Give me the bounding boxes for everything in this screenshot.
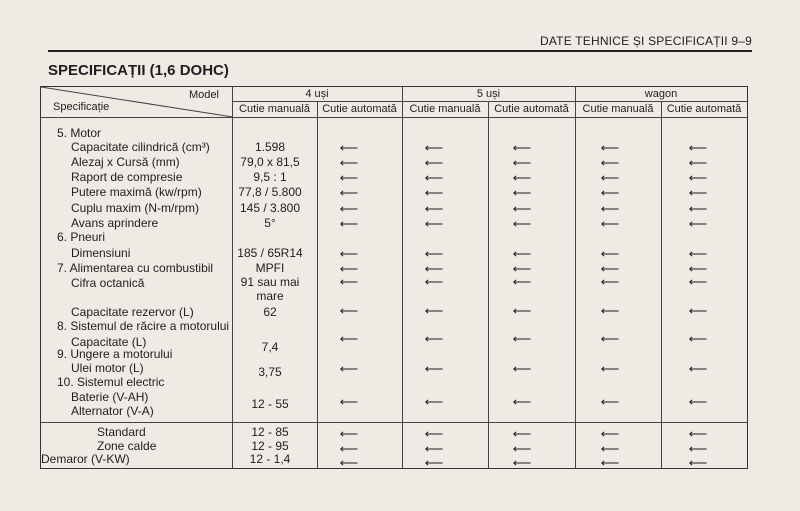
- same-as-left-arrow-icon: ⟵: [688, 426, 708, 441]
- same-as-left-arrow-icon: ⟵: [600, 246, 620, 261]
- same-as-left-arrow-icon: ⟵: [339, 455, 359, 470]
- row-divider: [41, 422, 747, 423]
- same-as-left-arrow-icon: ⟵: [600, 303, 620, 318]
- row-label: 5. Motor: [57, 126, 102, 140]
- same-as-left-arrow-icon: ⟵: [600, 155, 620, 170]
- col-divider: [575, 87, 576, 468]
- row-label: Cifra octanică: [71, 276, 145, 290]
- col-divider: [661, 101, 662, 468]
- group-wagon: wagon: [644, 88, 678, 100]
- same-as-left-arrow-icon: ⟵: [424, 246, 444, 261]
- subheader-automatic: Cutie automată: [322, 103, 397, 115]
- same-as-left-arrow-icon: ⟵: [339, 216, 359, 231]
- same-as-left-arrow-icon: ⟵: [600, 261, 620, 276]
- same-as-left-arrow-icon: ⟵: [512, 140, 532, 155]
- same-as-left-arrow-icon: ⟵: [424, 441, 444, 456]
- row-label: Cuplu maxim (N-m/rpm): [71, 201, 200, 215]
- same-as-left-arrow-icon: ⟵: [688, 170, 708, 185]
- page-title: SPECIFICAȚII (1,6 DOHC): [48, 62, 229, 79]
- same-as-left-arrow-icon: ⟵: [339, 155, 359, 170]
- row-label: Capacitate rezervor (L): [71, 305, 194, 319]
- row-value: 1.598: [254, 140, 286, 154]
- row-value-continued: mare: [256, 289, 284, 303]
- same-as-left-arrow-icon: ⟵: [688, 216, 708, 231]
- col-divider: [402, 87, 403, 468]
- same-as-left-arrow-icon: ⟵: [688, 331, 708, 346]
- row-label: 7. Alimentarea cu combustibil: [57, 261, 214, 275]
- same-as-left-arrow-icon: ⟵: [688, 303, 708, 318]
- header-rule: [48, 50, 752, 52]
- same-as-left-arrow-icon: ⟵: [424, 261, 444, 276]
- same-as-left-arrow-icon: ⟵: [512, 155, 532, 170]
- same-as-left-arrow-icon: ⟵: [688, 455, 708, 470]
- row-value: 3,75: [258, 365, 282, 379]
- subheader-manual: Cutie manuală: [239, 103, 310, 115]
- row-value: 91 sau mai: [240, 275, 300, 289]
- same-as-left-arrow-icon: ⟵: [600, 361, 620, 376]
- same-as-left-arrow-icon: ⟵: [600, 441, 620, 456]
- same-as-left-arrow-icon: ⟵: [512, 201, 532, 216]
- row-label: Zone calde: [97, 439, 157, 453]
- same-as-left-arrow-icon: ⟵: [512, 274, 532, 289]
- same-as-left-arrow-icon: ⟵: [688, 185, 708, 200]
- same-as-left-arrow-icon: ⟵: [339, 261, 359, 276]
- same-as-left-arrow-icon: ⟵: [339, 274, 359, 289]
- same-as-left-arrow-icon: ⟵: [424, 331, 444, 346]
- row-value: 12 - 1,4: [249, 452, 291, 466]
- row-label: Putere maximă (kw/rpm): [71, 185, 202, 199]
- same-as-left-arrow-icon: ⟵: [688, 246, 708, 261]
- running-header: DATE TEHNICE ȘI SPECIFICAȚII 9–9: [539, 34, 752, 48]
- row-label: 10. Sistemul electric: [57, 375, 165, 389]
- row-label: Demaror (V-KW): [41, 452, 130, 466]
- same-as-left-arrow-icon: ⟵: [339, 361, 359, 376]
- same-as-left-arrow-icon: ⟵: [512, 441, 532, 456]
- subheader-automatic: Cutie automată: [494, 103, 569, 115]
- same-as-left-arrow-icon: ⟵: [512, 361, 532, 376]
- same-as-left-arrow-icon: ⟵: [339, 441, 359, 456]
- same-as-left-arrow-icon: ⟵: [600, 274, 620, 289]
- same-as-left-arrow-icon: ⟵: [424, 361, 444, 376]
- same-as-left-arrow-icon: ⟵: [600, 170, 620, 185]
- row-label: Alternator (V-A): [71, 404, 154, 418]
- same-as-left-arrow-icon: ⟵: [424, 140, 444, 155]
- row-label: 8. Sistemul de răcire a motorului: [57, 319, 230, 333]
- same-as-left-arrow-icon: ⟵: [424, 274, 444, 289]
- same-as-left-arrow-icon: ⟵: [512, 170, 532, 185]
- same-as-left-arrow-icon: ⟵: [688, 140, 708, 155]
- same-as-left-arrow-icon: ⟵: [688, 274, 708, 289]
- row-label: Standard: [97, 425, 146, 439]
- same-as-left-arrow-icon: ⟵: [688, 361, 708, 376]
- same-as-left-arrow-icon: ⟵: [600, 394, 620, 409]
- same-as-left-arrow-icon: ⟵: [600, 185, 620, 200]
- same-as-left-arrow-icon: ⟵: [688, 155, 708, 170]
- corner-model-label: Model: [189, 89, 219, 101]
- row-label: Alezaj x Cursă (mm): [71, 155, 180, 169]
- row-label: Dimensiuni: [71, 246, 131, 260]
- row-value: 12 - 55: [251, 397, 289, 411]
- col-divider: [488, 101, 489, 468]
- same-as-left-arrow-icon: ⟵: [339, 185, 359, 200]
- col-divider: [317, 101, 318, 468]
- same-as-left-arrow-icon: ⟵: [512, 331, 532, 346]
- same-as-left-arrow-icon: ⟵: [424, 185, 444, 200]
- same-as-left-arrow-icon: ⟵: [512, 303, 532, 318]
- spec-table: [40, 86, 748, 469]
- same-as-left-arrow-icon: ⟵: [512, 394, 532, 409]
- row-value: 9,5 : 1: [253, 170, 287, 184]
- same-as-left-arrow-icon: ⟵: [600, 426, 620, 441]
- same-as-left-arrow-icon: ⟵: [600, 201, 620, 216]
- row-value: 185 / 65R14: [237, 246, 303, 260]
- row-value: 79,0 x 81,5: [240, 155, 300, 169]
- same-as-left-arrow-icon: ⟵: [688, 201, 708, 216]
- same-as-left-arrow-icon: ⟵: [600, 331, 620, 346]
- same-as-left-arrow-icon: ⟵: [339, 331, 359, 346]
- same-as-left-arrow-icon: ⟵: [424, 455, 444, 470]
- same-as-left-arrow-icon: ⟵: [424, 216, 444, 231]
- subheader-manual: Cutie manuală: [409, 103, 481, 115]
- header-divider: [232, 101, 747, 102]
- same-as-left-arrow-icon: ⟵: [600, 140, 620, 155]
- corner-spec-label: Specificație: [53, 101, 110, 113]
- row-value: 7,4: [261, 340, 279, 354]
- same-as-left-arrow-icon: ⟵: [424, 155, 444, 170]
- row-label: Avans aprindere: [71, 216, 159, 230]
- row-label: 6. Pneuri: [57, 230, 106, 244]
- same-as-left-arrow-icon: ⟵: [600, 455, 620, 470]
- same-as-left-arrow-icon: ⟵: [339, 426, 359, 441]
- subheader-manual: Cutie manuală: [582, 103, 654, 115]
- same-as-left-arrow-icon: ⟵: [688, 441, 708, 456]
- row-value: 62: [263, 305, 277, 319]
- same-as-left-arrow-icon: ⟵: [339, 394, 359, 409]
- same-as-left-arrow-icon: ⟵: [339, 246, 359, 261]
- row-value: 12 - 95: [251, 439, 289, 453]
- group-4-usi: 4 uși: [305, 88, 329, 100]
- row-value: MPFI: [255, 261, 285, 275]
- group-5-usi: 5 uși: [476, 88, 501, 100]
- row-label: 9. Ungere a motorului: [57, 347, 173, 361]
- same-as-left-arrow-icon: ⟵: [424, 426, 444, 441]
- header-bottom: [41, 117, 747, 118]
- row-label: Ulei motor (L): [71, 361, 144, 375]
- row-value: 5°: [264, 216, 276, 230]
- same-as-left-arrow-icon: ⟵: [424, 170, 444, 185]
- row-label: Raport de compresie: [71, 170, 183, 184]
- same-as-left-arrow-icon: ⟵: [512, 426, 532, 441]
- row-value: 145 / 3.800: [239, 201, 301, 215]
- same-as-left-arrow-icon: ⟵: [512, 216, 532, 231]
- row-value: 12 - 85: [251, 425, 289, 439]
- same-as-left-arrow-icon: ⟵: [688, 394, 708, 409]
- row-value: 77,8 / 5.800: [238, 185, 302, 199]
- row-label: Baterie (V-AH): [71, 390, 149, 404]
- same-as-left-arrow-icon: ⟵: [339, 170, 359, 185]
- same-as-left-arrow-icon: ⟵: [512, 261, 532, 276]
- same-as-left-arrow-icon: ⟵: [424, 394, 444, 409]
- same-as-left-arrow-icon: ⟵: [512, 185, 532, 200]
- same-as-left-arrow-icon: ⟵: [339, 140, 359, 155]
- same-as-left-arrow-icon: ⟵: [688, 261, 708, 276]
- same-as-left-arrow-icon: ⟵: [339, 201, 359, 216]
- same-as-left-arrow-icon: ⟵: [339, 303, 359, 318]
- row-label: Capacitate (L): [71, 335, 147, 349]
- same-as-left-arrow-icon: ⟵: [512, 246, 532, 261]
- subheader-automatic: Cutie automată: [666, 103, 742, 115]
- row-label: Capacitate cilindrică (cm³): [71, 140, 210, 154]
- same-as-left-arrow-icon: ⟵: [424, 201, 444, 216]
- same-as-left-arrow-icon: ⟵: [424, 303, 444, 318]
- same-as-left-arrow-icon: ⟵: [600, 216, 620, 231]
- same-as-left-arrow-icon: ⟵: [512, 455, 532, 470]
